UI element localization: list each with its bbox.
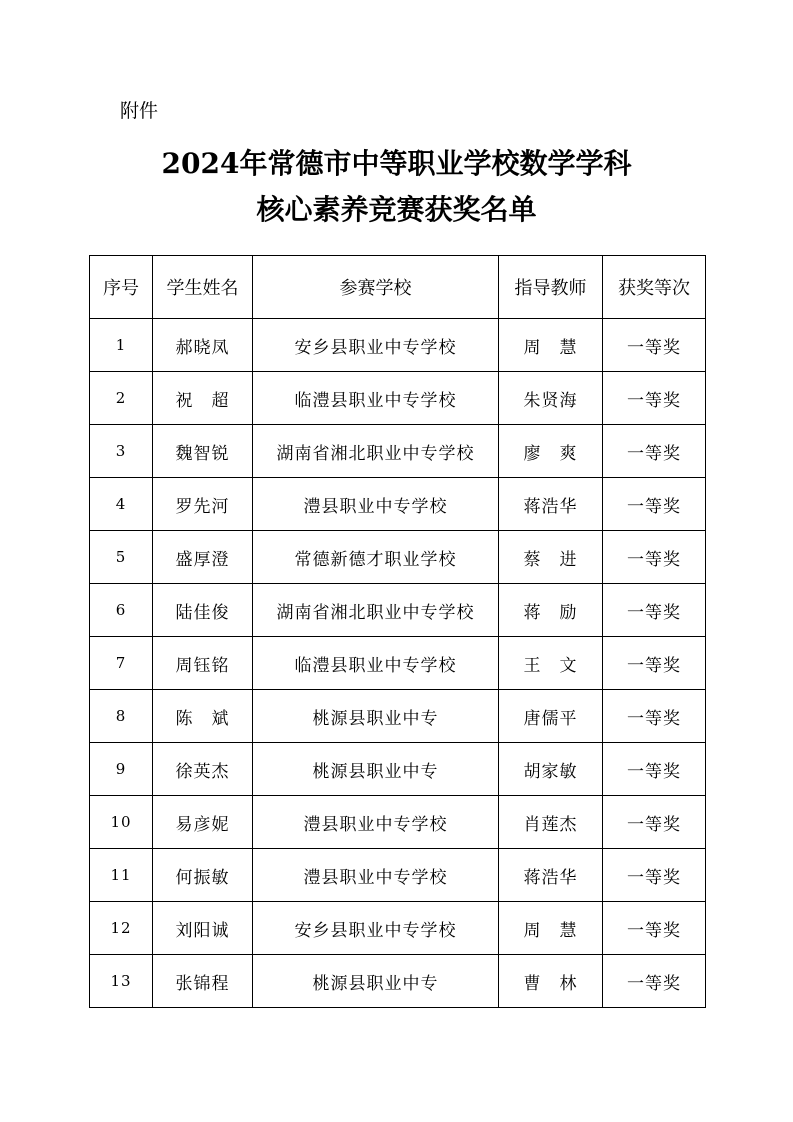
cell-no: 5 bbox=[90, 531, 153, 584]
cell-school: 澧县职业中专学校 bbox=[253, 849, 499, 902]
cell-teacher: 周 慧 bbox=[499, 319, 603, 372]
table-row bbox=[90, 743, 706, 796]
cell-award-level: 一等奖 bbox=[603, 743, 706, 796]
cell-teacher: 朱贤海 bbox=[499, 372, 603, 425]
document-title-line-2: 核心素养竞赛获奖名单 bbox=[256, 193, 537, 226]
cell-school: 安乡县职业中专学校 bbox=[253, 902, 499, 955]
cell-teacher: 王 文 bbox=[499, 637, 603, 690]
cell-school: 澧县职业中专学校 bbox=[253, 796, 499, 849]
cell-school: 桃源县职业中专 bbox=[253, 955, 499, 1008]
cell-no: 3 bbox=[90, 425, 153, 478]
cell-award-level: 一等奖 bbox=[603, 849, 706, 902]
cell-student-name: 魏智锐 bbox=[153, 425, 253, 478]
cell-student-name: 陆佳俊 bbox=[153, 584, 253, 637]
cell-school: 临澧县职业中专学校 bbox=[253, 372, 499, 425]
table-row bbox=[90, 849, 706, 902]
cell-no: 10 bbox=[90, 796, 153, 849]
cell-student-name: 徐英杰 bbox=[153, 743, 253, 796]
table-row bbox=[90, 372, 706, 425]
cell-no: 7 bbox=[90, 637, 153, 690]
cell-award-level: 一等奖 bbox=[603, 478, 706, 531]
cell-student-name: 陈 斌 bbox=[153, 690, 253, 743]
table-header-row bbox=[90, 256, 706, 319]
cell-student-name: 罗先河 bbox=[153, 478, 253, 531]
column-header-school: 参赛学校 bbox=[253, 256, 499, 319]
cell-no: 6 bbox=[90, 584, 153, 637]
cell-teacher: 廖 爽 bbox=[499, 425, 603, 478]
table-row bbox=[90, 955, 706, 1008]
cell-teacher: 蒋浩华 bbox=[499, 478, 603, 531]
table-row bbox=[90, 902, 706, 955]
cell-school: 澧县职业中专学校 bbox=[253, 478, 499, 531]
cell-teacher: 周 慧 bbox=[499, 902, 603, 955]
table-row bbox=[90, 319, 706, 372]
table-body bbox=[90, 319, 706, 1008]
cell-student-name: 张锦程 bbox=[153, 955, 253, 1008]
cell-student-name: 盛厚澄 bbox=[153, 531, 253, 584]
column-header-teacher: 指导教师 bbox=[499, 256, 603, 319]
cell-no: 11 bbox=[90, 849, 153, 902]
cell-award-level: 一等奖 bbox=[603, 637, 706, 690]
cell-school: 安乡县职业中专学校 bbox=[253, 319, 499, 372]
table-row bbox=[90, 637, 706, 690]
award-winners-table bbox=[89, 255, 706, 1008]
cell-student-name: 祝 超 bbox=[153, 372, 253, 425]
cell-no: 13 bbox=[90, 955, 153, 1008]
table-row bbox=[90, 690, 706, 743]
cell-student-name: 郝晓凤 bbox=[153, 319, 253, 372]
cell-teacher: 蒋 励 bbox=[499, 584, 603, 637]
cell-award-level: 一等奖 bbox=[603, 690, 706, 743]
cell-no: 1 bbox=[90, 319, 153, 372]
cell-award-level: 一等奖 bbox=[603, 319, 706, 372]
cell-no: 8 bbox=[90, 690, 153, 743]
cell-school: 常德新德才职业学校 bbox=[253, 531, 499, 584]
table-row bbox=[90, 796, 706, 849]
cell-teacher: 蒋浩华 bbox=[499, 849, 603, 902]
cell-teacher: 肖莲杰 bbox=[499, 796, 603, 849]
cell-teacher: 胡家敏 bbox=[499, 743, 603, 796]
table-row bbox=[90, 531, 706, 584]
document-title-line-1: 2024年常德市中等职业学校数学学科 bbox=[161, 147, 632, 180]
cell-student-name: 易彦妮 bbox=[153, 796, 253, 849]
cell-school: 湖南省湘北职业中专学校 bbox=[253, 584, 499, 637]
cell-no: 12 bbox=[90, 902, 153, 955]
cell-award-level: 一等奖 bbox=[603, 372, 706, 425]
table-row bbox=[90, 584, 706, 637]
cell-award-level: 一等奖 bbox=[603, 531, 706, 584]
cell-award-level: 一等奖 bbox=[603, 796, 706, 849]
cell-school: 临澧县职业中专学校 bbox=[253, 637, 499, 690]
table-row bbox=[90, 425, 706, 478]
column-header-no: 序号 bbox=[90, 256, 153, 319]
table-row bbox=[90, 478, 706, 531]
cell-school: 桃源县职业中专 bbox=[253, 690, 499, 743]
cell-award-level: 一等奖 bbox=[603, 902, 706, 955]
cell-no: 2 bbox=[90, 372, 153, 425]
column-header-student-name: 学生姓名 bbox=[153, 256, 253, 319]
cell-award-level: 一等奖 bbox=[603, 584, 706, 637]
cell-teacher: 唐儒平 bbox=[499, 690, 603, 743]
cell-school: 湖南省湘北职业中专学校 bbox=[253, 425, 499, 478]
cell-no: 4 bbox=[90, 478, 153, 531]
cell-no: 9 bbox=[90, 743, 153, 796]
cell-student-name: 刘阳诚 bbox=[153, 902, 253, 955]
cell-student-name: 周钰铭 bbox=[153, 637, 253, 690]
cell-school: 桃源县职业中专 bbox=[253, 743, 499, 796]
cell-student-name: 何振敏 bbox=[153, 849, 253, 902]
cell-teacher: 蔡 进 bbox=[499, 531, 603, 584]
attachment-label: 附件 bbox=[120, 100, 159, 122]
column-header-award-level: 获奖等次 bbox=[603, 256, 706, 319]
cell-award-level: 一等奖 bbox=[603, 425, 706, 478]
cell-award-level: 一等奖 bbox=[603, 955, 706, 1008]
cell-teacher: 曹 林 bbox=[499, 955, 603, 1008]
